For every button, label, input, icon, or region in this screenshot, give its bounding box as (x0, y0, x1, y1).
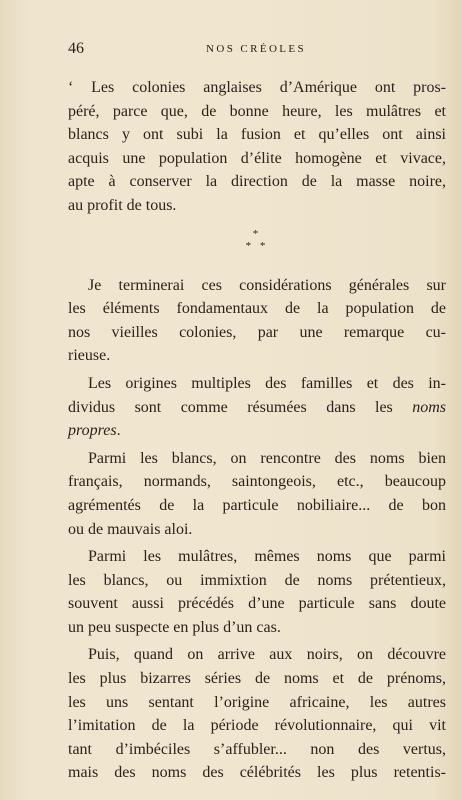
text-line (68, 396, 446, 420)
text-segment: . (116, 422, 121, 440)
asterism-separator (68, 228, 446, 252)
text-line: les éléments fondamentaux de la population de (68, 300, 446, 318)
paragraph (68, 643, 446, 785)
asterism-top: * (252, 227, 262, 240)
text-line: apte à conserver la direction de la masse noire, (68, 173, 446, 191)
text-line: ou de mauvais aloi. (68, 520, 193, 538)
text-line: souvent aussi précédés d’une particule sans doute (68, 595, 446, 613)
text-line: l’imitation de la période révolutionnaire, qui vit (68, 717, 446, 735)
text-line: tant d’imbéciles s’affubler... non des vertus, (68, 740, 446, 758)
text-segment: dividus sont comme résumées dans les (68, 398, 413, 416)
text-line: Parmi les blancs, on rencontre des noms bien (88, 449, 446, 467)
text-line: au profit de tous. (68, 196, 177, 214)
text-line: français, normands, saintongeois, etc., beaucoup (68, 473, 446, 491)
text-line: Puis, quand on arrive aux noirs, on découvre (88, 646, 446, 664)
text-line: les plus bizarres séries de noms et de prénoms, (68, 670, 446, 688)
page-header (68, 40, 446, 60)
paragraph (68, 372, 446, 443)
text-line (68, 419, 446, 443)
text-line: les uns sentant l’origine africaine, les autres (68, 693, 446, 711)
text-line: nos vieilles colonies, par une remarque cu- (68, 323, 446, 341)
text-line: blancs y ont subi la fusion et qu’elles ont ainsi (68, 126, 446, 144)
text-line: Je terminerai ces considérations générales sur (88, 276, 446, 294)
text-line: un peu suspecte en plus d’un cas. (68, 618, 281, 636)
asterism-bottom: * * (245, 239, 269, 252)
body-text (68, 76, 446, 785)
page-number: 46 (68, 40, 84, 57)
paragraph (68, 274, 446, 368)
text-line: rieuse. (68, 347, 111, 365)
text-line: agrémentés de la particule nobiliaire... de bon (68, 496, 446, 514)
text-line: acquis une population d’élite homogène et vivace, (68, 149, 446, 167)
text-line: mais des noms des célébrités les plus retentis- (68, 764, 446, 782)
italic-word: propres (68, 422, 117, 440)
text-line: Les origines multiples des familles et des in- (88, 374, 446, 392)
text-line: les blancs, ou immixtion de noms prétentieux, (68, 571, 446, 589)
paragraph (68, 447, 446, 541)
paragraph (68, 545, 446, 639)
text-line: péré, parce que, de bonne heure, les mulâtres et (68, 102, 446, 120)
paragraph (68, 76, 446, 218)
text-line: ‘ Les colonies anglaises d’Amérique ont pros- (68, 79, 446, 96)
text-line: Parmi les mulâtres, mêmes noms que parmi (88, 548, 446, 566)
italic-word: noms (412, 398, 446, 416)
running-title: NOS CRÉOLES (206, 43, 307, 55)
